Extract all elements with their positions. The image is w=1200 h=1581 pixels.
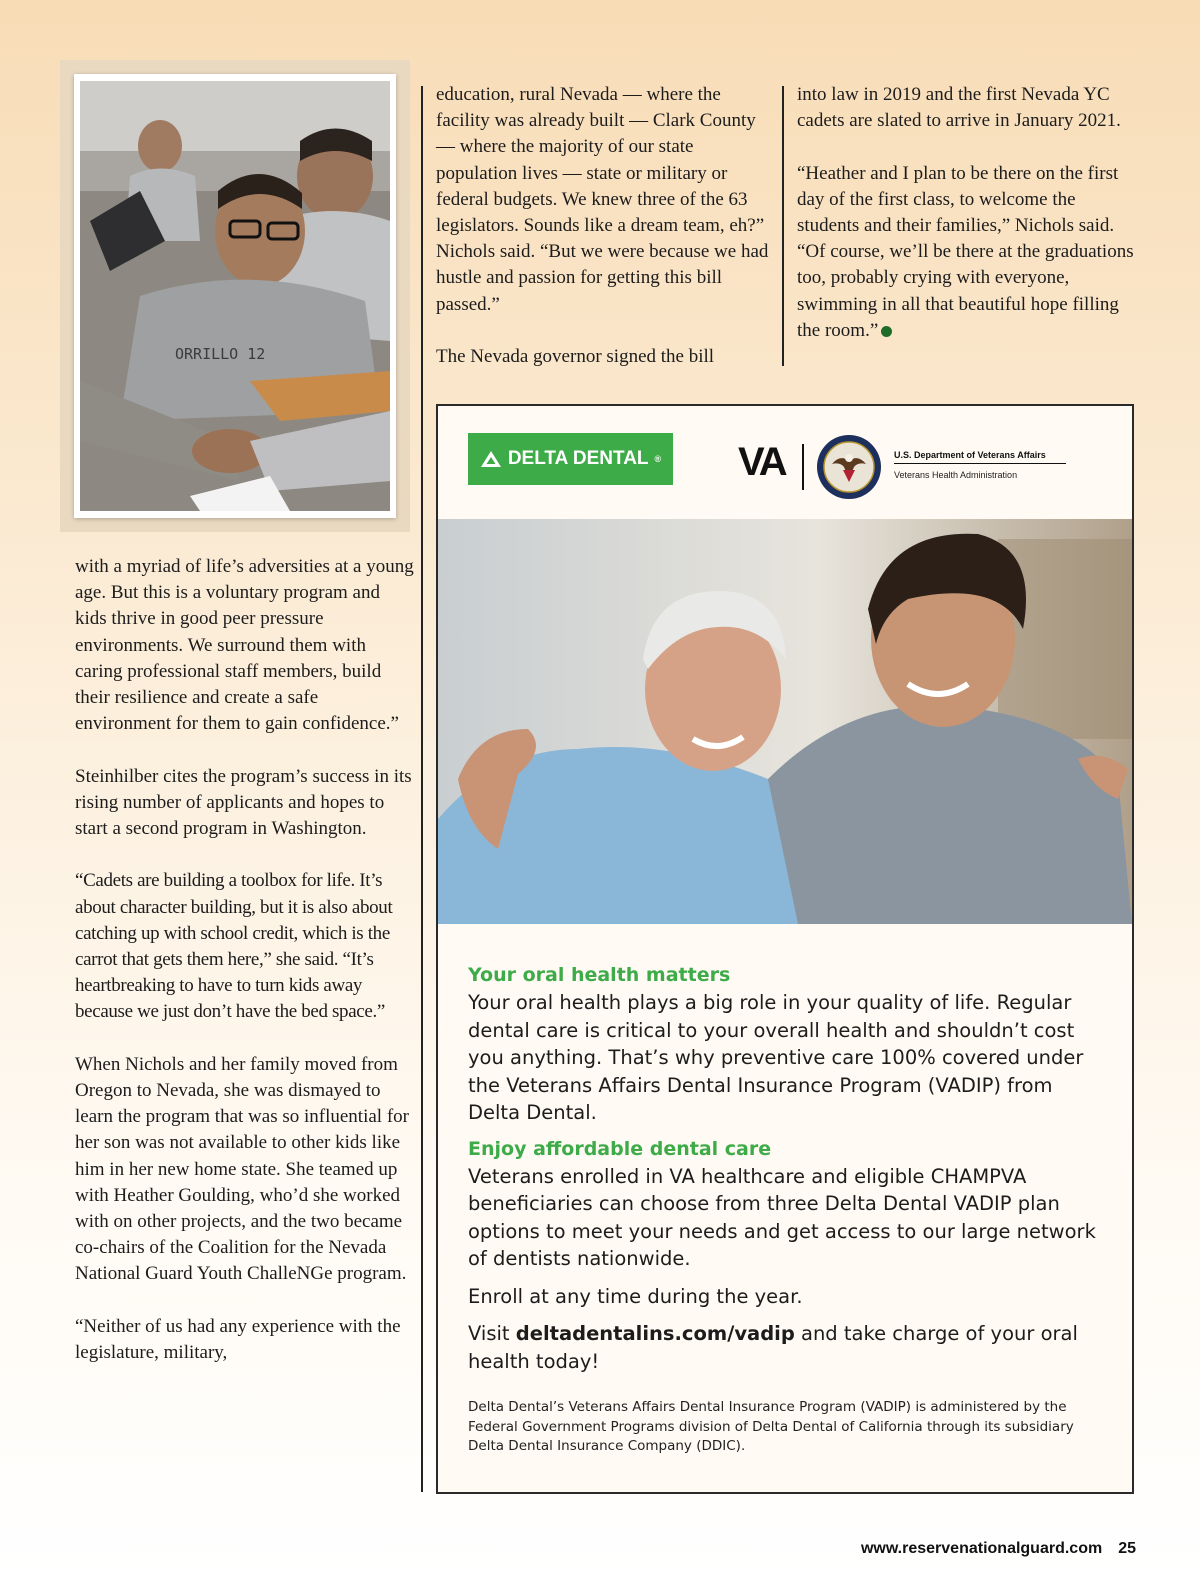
column-divider (421, 86, 423, 1492)
article-paragraph: The Nevada governor signed the bill (436, 346, 715, 368)
end-of-article-dot-icon (881, 326, 892, 337)
cadet-photo-frame (60, 60, 410, 532)
article-paragraph: “Cadets are building a toolbox for life. It’s about character building, but it is also about catching up with school credit, which is the carrot that gets them here,” she said. “It’s heartbreaking to have to turn kids away because we just don’t have the bed space.” (75, 870, 393, 1023)
ad-body-affordable-care: Veterans enrolled in VA healthcare and eligible CHAMPVA beneficiaries can choose from three Delta Dental VADIP plan options to meet your needs and get access to our large network of dentists nationwide. (468, 1164, 1096, 1270)
va-wordmark: VA (738, 440, 785, 484)
visit-prefix: Visit (468, 1322, 510, 1345)
delta-dental-advertisement[interactable] (436, 404, 1134, 1494)
article-paragraph: education, rural Nevada — where the facility was already built — Clark County — where the majority of our state population lives — state or military or federal budgets. We knew three of the 63 legislators. Sounds like a dream team, eh?” Nichols said. “But we were because we had hustle and passion for getting this bill passed.” (436, 84, 769, 315)
footer-website-link[interactable]: www.reservenationalguard.com (860, 1540, 1103, 1557)
ad-enroll-text: Enroll at any time during the year. (468, 1284, 803, 1308)
article-paragraph: with a myriad of life’s adversities at a young age. But this is a voluntary program and kids thrive in good peer pressure environments. We surround them with caring professional staff members, build their resilience and create a safe environment for them to gain confidence.” (75, 556, 414, 735)
visit-suffix: and take charge of your oral health today! (468, 1322, 1078, 1373)
article-paragraph-final (797, 161, 1137, 344)
registered-mark: ® (654, 454, 662, 464)
va-name-block (894, 450, 1066, 480)
vadip-link[interactable]: deltadentalins.com/vadip (515, 1322, 795, 1345)
article-column-2 (436, 82, 776, 370)
article-paragraph: “Neither of us had any experience with the legislature, military, (75, 1315, 401, 1364)
article-column-1 (75, 554, 415, 1366)
delta-dental-wordmark: DELTA DENTAL (507, 448, 649, 469)
va-divider (802, 444, 804, 490)
delta-dental-logo (468, 433, 673, 485)
ad-heading-affordable-care: Enjoy affordable dental care (468, 1137, 772, 1160)
va-department-name: U.S. Department of Veterans Affairs (894, 450, 1066, 464)
shirt-text: ORRILLO 12 (175, 345, 266, 363)
va-seal-icon (816, 434, 882, 500)
page-number: 25 (1118, 1540, 1136, 1557)
article-paragraph: Steinhilber cites the program’s success in its rising number of applicants and hopes to start a second program in Washington. (75, 765, 412, 840)
article-paragraph: When Nichols and her family moved from Oregon to Nevada, she was dismayed to learn the program that was so influential for her son was not available to other kids like him in her new home state. She teamed up with Heather Goulding, who’d she worked with on other projects, and the two became co-chairs of the Coalition for the Nevada National Guard Youth ChalleNGe program. (75, 1053, 409, 1285)
ad-body-oral-health: Your oral health plays a big role in your quality of life. Regular dental care is critical to your overall health and shouldn’t cost you anything. That’s why preventive care 100% covered under the Veterans Affairs Dental Insurance Program (VADIP) from Delta Dental. (468, 991, 1084, 1124)
va-health-administration: Veterans Health Administration (894, 470, 1018, 480)
final-paragraph-text: “Heather and I plan to be there on the first day of the first class, to welcome the students and their families,” Nichols said. “Of course, we’ll be there at the graduations too, probably crying with everyone, swimming in all that beautiful hope filling the room.” (797, 162, 1134, 341)
cadets-studying-image (80, 81, 390, 511)
veteran-and-son-photo (438, 519, 1132, 924)
page-footer (861, 1540, 1136, 1558)
ad-visit-line (468, 1320, 1108, 1375)
ad-heading-oral-health: Your oral health matters (468, 964, 731, 986)
ad-copy (468, 962, 1108, 1375)
column-divider (782, 86, 784, 366)
article-column-3 (797, 82, 1137, 344)
cadet-photo (74, 74, 396, 518)
delta-triangle-icon (480, 450, 502, 468)
ad-fine-print: Delta Dental’s Veterans Affairs Dental Insurance Program (VADIP) is administered by the Federal Government Programs division of Delta Dental of California through its subsidiary Delta Dental Insurance Company (DDIC). (468, 1399, 1074, 1454)
article-paragraph: into law in 2019 and the first Nevada YC cadets are slated to arrive in January 2021. (797, 84, 1121, 132)
